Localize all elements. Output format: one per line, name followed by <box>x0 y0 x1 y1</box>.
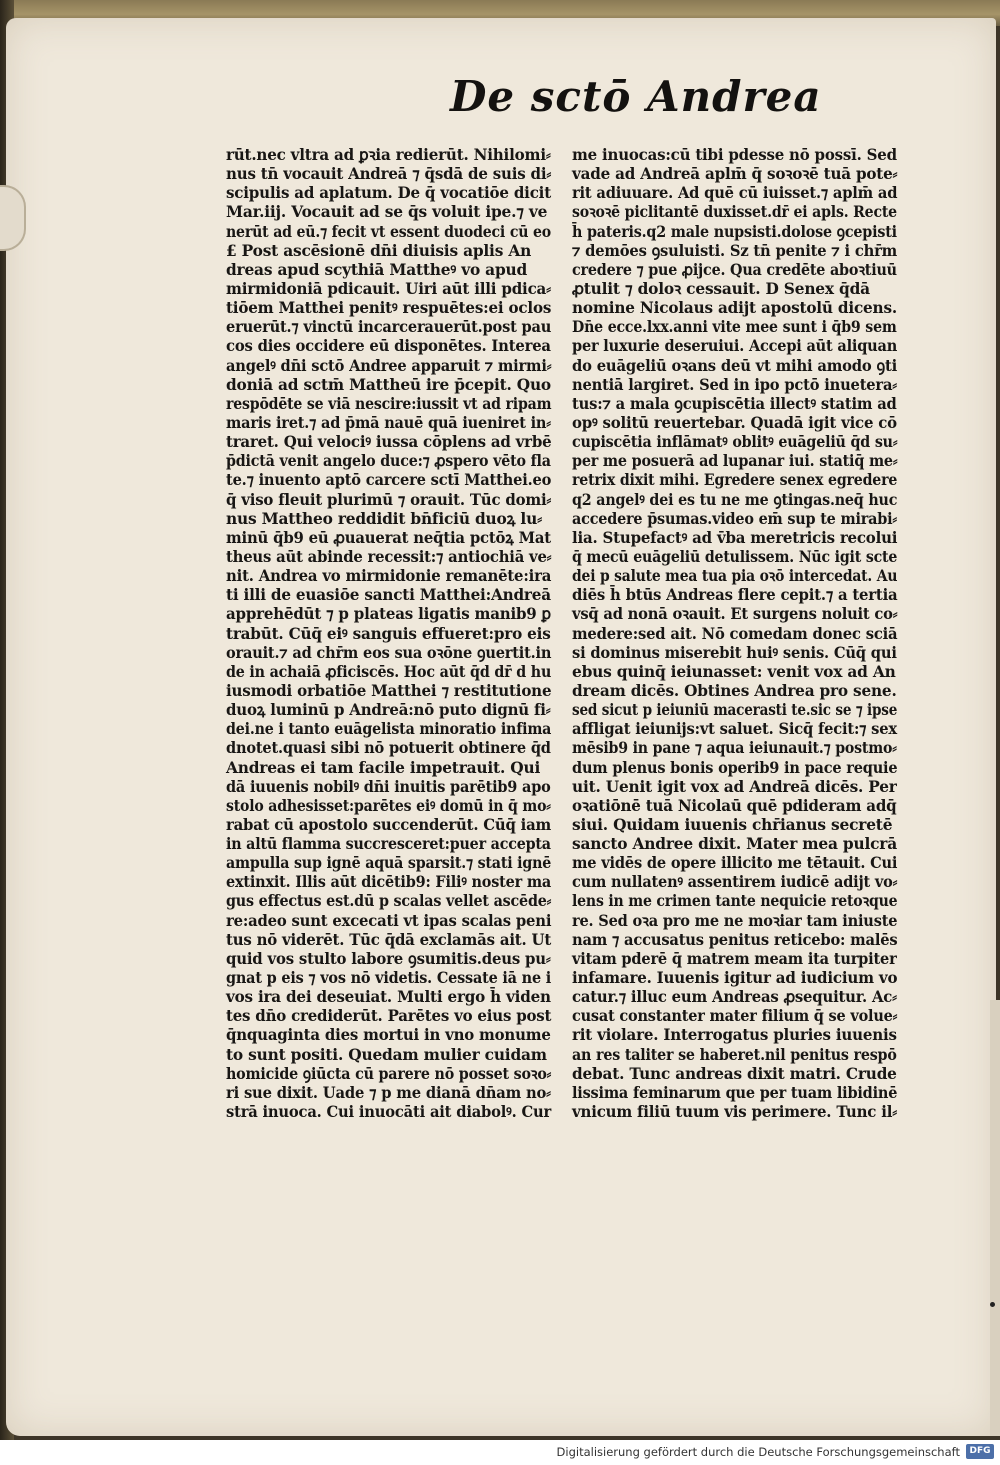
text-line: gus effectus est.dū p scalas vellet ascēde⸗ <box>226 892 552 911</box>
text-line: soꝛoꝛē piclitantē duxisset.dr̄ ei apls. Recte <box>572 203 897 222</box>
text-line: vade ad Andreā aplm̄ q̄ soꝛoꝛē tuā pote⸗ <box>572 165 898 184</box>
text-line: sancto Andree dixit. Mater mea pulcrā <box>572 835 897 854</box>
text-line: nam ⁊ accusatus penitus reticebo: malēs <box>572 930 898 949</box>
text-line: strā inuoca. Cui inuocāti ait diabolꝰ. Cur <box>226 1103 552 1122</box>
text-line: tus nō viderēt. Tūc q̄dā exclamās ait. Ut <box>226 930 552 949</box>
text-line: rit adiuuare. Ad quē cū iuisset.⁊ aplm̄ ad <box>572 184 898 203</box>
text-line: angelꝰ dn̄i sctō Andree apparuit ⁊ mirmi⸗ <box>226 356 552 375</box>
text-line: q̄nquaginta dies mortui in vno monume <box>226 1026 551 1045</box>
text-line: q̄ viso fleuit plurimū ⁊ orauit. Tūc domi⸗ <box>226 490 552 509</box>
text-line: q̄ mecū euāgeliū detulissem. Nūc igit scte <box>572 547 898 566</box>
text-line: h̄ pateris.q2 male nupsisti.dolose ꝯcepisti <box>572 222 897 241</box>
text-line: vnicum filiū tuum vis perimere. Tunc il⸗ <box>572 1103 898 1122</box>
text-line: cum nullatenꝰ assentirem iudicē adijt vo⸗ <box>572 873 898 892</box>
text-line: rit violare. Interrogatus pluries iuuenis <box>572 1026 897 1045</box>
text-line: duoꝝ luminū p Andreā:nō puto dignū fi⸗ <box>226 701 551 720</box>
text-line: si dominus miserebit huiꝰ senis. Cūq̄ qui <box>572 643 897 662</box>
text-line: dnotet.quasi sibi nō potuerit obtinere q̄d <box>226 739 551 758</box>
text-line: in altū flamma succresceret:puer accepta <box>226 835 551 854</box>
text-line: te.⁊ inuento aptō carcere sctī Matthei.eo <box>226 471 552 490</box>
text-line: tus:⁊ a mala ꝯcupiscētia illectꝰ statim ad <box>572 394 897 413</box>
text-line: vsq̄ ad nonā oꝛauit. Et surgens noluit co⸗ <box>572 605 898 624</box>
text-line: retrix dixit mihi. Egredere senex egredere <box>572 471 898 490</box>
text-line: dei p salute mea tua pia oꝛō intercedat. Au <box>572 567 898 586</box>
text-line: ampulla sup ignē aquā sparsit.⁊ stati ignē <box>226 854 552 873</box>
text-line: tiōem Matthei penitꝰ respuētes:ei oclos <box>226 299 552 318</box>
text-line: stolo adhesisset:parētes eiꝰ domū in q̄ mo⸗ <box>226 796 551 815</box>
text-line: quid vos stulto labore ꝯsumitis.deus pu⸗ <box>226 949 551 968</box>
text-line: dei.ne i tanto euāgelista minoratio infima <box>226 720 552 739</box>
text-line: medere:sed ait. Nō comedam donec sciā <box>572 624 898 643</box>
text-column-right <box>572 146 897 1122</box>
text-line: catur.⁊ illuc eum Andreas ꝓsequitur. Ac⸗ <box>572 988 897 1007</box>
text-line: respōdēte se viā nescire:iussit vt ad ripam <box>226 394 552 413</box>
text-line: sed sicut p ieiuniū macerasti te.sic se ⁊ ipse <box>572 701 898 720</box>
text-line: nerūt ad eū.⁊ fecit vt essent duodeci cū eo <box>226 222 551 241</box>
text-line: gnat p eis ⁊ vos nō videtis. Cessate iā ne i <box>226 969 552 988</box>
text-line: re. Sed oꝛa pro me ne moꝛiar tam iniuste <box>572 911 898 930</box>
text-line: Mar.iij. Vocauit ad se q̄s voluit ipe.⁊ ve <box>226 203 548 222</box>
text-line: lissima feminarum que per tuam libidinē <box>572 1083 898 1102</box>
text-line: de in achaiā ꝓficiscēs. Hoc aūt q̄d dr̄ d hu <box>226 662 552 681</box>
text-line: do euāgeliū oꝛans deū vt mihi amodo ꝯti <box>572 356 898 375</box>
text-line: eruerūt.⁊ vinctū incarcerauerūt.post pau <box>226 318 552 337</box>
text-line: maris iret.⁊ ad p̄mā nauē quā iueniret in⸗ <box>226 413 551 432</box>
page-mark <box>990 1302 995 1307</box>
text-line: cupiscētia inflāmatꝰ oblitꝰ euāgeliū q̄d su⸗ <box>572 433 898 452</box>
text-line: cos dies occidere eū disponētes. Interea <box>226 337 551 356</box>
page-title: De sctō Andrea <box>450 72 822 121</box>
text-line: diēs h̄ btūs Andreas flere cepit.⁊ a tertia <box>572 586 898 605</box>
text-line: nit. Andrea vo mirmidonie remanēte:ira <box>226 567 552 586</box>
text-line: cusat constanter mater filium q̄ se volue⸗ <box>572 1007 898 1026</box>
text-line: dum plenus bonis operib9 in pace requie <box>572 758 898 777</box>
text-line: rabat cū apostolo succenderūt. Cūq̄ iam <box>226 815 552 834</box>
text-line: ⁊ demōes ꝯsuluisti. Sz tn̄ penite ⁊ i chr̄m <box>572 241 898 260</box>
text-line: orauit.⁊ ad chr̄m eos sua oꝛōne ꝯuertit.in <box>226 643 552 662</box>
text-line: Dn̄e ecce.lxx.anni vite mee sunt i q̄b9 sem <box>572 318 897 337</box>
funding-notice: Digitalisierung gefördert durch die Deutsche Forschungsgemeinschaft <box>556 1445 960 1459</box>
text-line: vos ira dei deseuiat. Multi ergo h̄ viden <box>226 988 551 1007</box>
text-line: me vidēs de opere illicito me tētauit. Cui <box>572 854 898 873</box>
text-line: siui. Quidam iuuenis chr̄ianus secretē <box>572 815 893 834</box>
text-line: ri sue dixit. Uade ⁊ p me dianā dn̄am no⸗ <box>226 1083 551 1102</box>
text-line: trabūt. Cūq̄ eiꝰ sanguis effueret:pro eis <box>226 624 551 643</box>
text-line: vitam pderē q̄ matrem meam ita turpiter <box>572 949 897 968</box>
text-line: per me posuerā ad lupanar iui. statiq̄ me⸗ <box>572 452 898 471</box>
text-line: nentiā largiret. Sed in ipo pctō inuetera⸗ <box>572 375 897 394</box>
text-line: minū q̄b9 eū ꝓuauerat neq̄tia pctōꝝ Mat <box>226 528 551 547</box>
text-line: oꝛatiōnē tuā Nicolaū quē pdideram adq̄ <box>572 796 897 815</box>
text-line: opꝰ solitū reuertebar. Quadā igit vice cō <box>572 413 897 432</box>
text-line: lia. Stupefactꝰ ad v̄ba meretricis recolui <box>572 528 898 547</box>
text-line: accedere p̄sumas.video em̄ sup te mirabi⸗ <box>572 509 897 528</box>
text-line: an res taliter se haberet.nil penitus respō <box>572 1045 897 1064</box>
text-line: ꝓtulit ⁊ doloꝛ cessauit. D Senex q̄dā <box>572 279 870 298</box>
text-line: apprehēdūt ⁊ p plateas ligatis manib9 ꝑ <box>226 605 551 624</box>
footer-bar <box>0 1440 1000 1465</box>
dfg-logo-icon: DFG <box>966 1444 994 1459</box>
text-line: me inuocas:cū tibi pdesse nō possī. Sed <box>572 146 897 164</box>
text-line: ebus quinq̄ ieiunasset: venit vox ad An <box>572 662 896 681</box>
text-line: scipulis ad aplatum. De q̄ vocatiōe dicit <box>226 184 551 203</box>
text-line: extinxit. Illis aūt dicētib9: Filiꝰ noster ma <box>226 873 552 892</box>
text-line: p̄dictā venit angelo duce:⁊ ꝓspero vēto fla <box>226 452 551 471</box>
text-line: uit. Uenit igit vox ad Andreā dicēs. Per <box>572 777 897 796</box>
text-line: credere ⁊ pue ꝓijce. Qua credēte aboꝛtiuū <box>572 260 897 279</box>
text-line: doniā ad sctm̄ Mattheū ire p̄cepit. Quo <box>226 375 551 394</box>
text-line: theus aūt abinde recessit:⁊ antiochiā ve⸗ <box>226 547 552 566</box>
clasp-icon <box>0 185 26 251</box>
text-line: tes dn̄o crediderūt. Parētes vo eius post <box>226 1007 552 1026</box>
text-line: infamare. Iuuenis igitur ad iudicium vo <box>572 969 898 988</box>
text-line: £ Post ascēsionē dn̄i diuisis aplis An <box>226 241 532 260</box>
text-line: nus tn̄ vocauit Andreā ⁊ q̄sdā de suis di⸗ <box>226 165 552 184</box>
text-line: homicide ꝯiūcta cū parere nō posset soꝛo⸗ <box>226 1064 552 1083</box>
page-edge <box>990 1000 1000 1436</box>
text-line: debat. Tunc andreas dixit matri. Crude <box>572 1064 897 1083</box>
text-line: per luxurie deseruiui. Accepi aūt aliquan <box>572 337 898 356</box>
text-line: dreas apud scythiā Mattheꝰ vo apud <box>226 260 528 279</box>
text-line: affligat ieiunijs:vt saluet. Sicq̄ fecit:⁊ sex <box>572 720 897 739</box>
text-line: ti illi de euasiōe sancti Matthei:Andreā <box>226 586 551 605</box>
text-line: Andreas ei tam facile impetrauit. Qui <box>226 758 541 777</box>
text-line: iusmodi orbatiōe Matthei ⁊ restitutione <box>226 681 552 700</box>
text-line: q2 angelꝰ dei es tu ne me ꝯtingas.neq̄ huc <box>572 490 898 509</box>
text-column-left <box>226 146 551 1122</box>
text-line: nomine Nicolaus adijt apostolū dicens. <box>572 299 897 318</box>
text-line: mēsib9 in pane ⁊ aqua ieiunauit.⁊ postmo⸗ <box>572 739 897 758</box>
text-line: rūt.nec vltra ad ꝑꝛia redierūt. Nihilomi⸗ <box>226 146 551 164</box>
text-line: dā iuuenis nobilꝰ dn̄i inuitis parētib9 apo <box>226 777 551 796</box>
text-line: lens in me crimen tante nequicie retoꝛque <box>572 892 898 911</box>
text-line: mirmidoniā pdicauit. Uiri aūt illi pdica⸗ <box>226 279 551 298</box>
text-line: dream dicēs. Obtines Andrea pro sene. <box>572 681 897 700</box>
text-line: re:adeo sunt excecati vt ipas scalas peni <box>226 911 552 930</box>
text-line: traret. Qui velociꝰ iussa cōplens ad vrbē <box>226 433 552 452</box>
text-line: to sunt positi. Quedam mulier cuidam <box>226 1045 547 1064</box>
text-line: nus Mattheo reddidit bn̄ficiū duoꝝ lu⸗ <box>226 509 542 528</box>
